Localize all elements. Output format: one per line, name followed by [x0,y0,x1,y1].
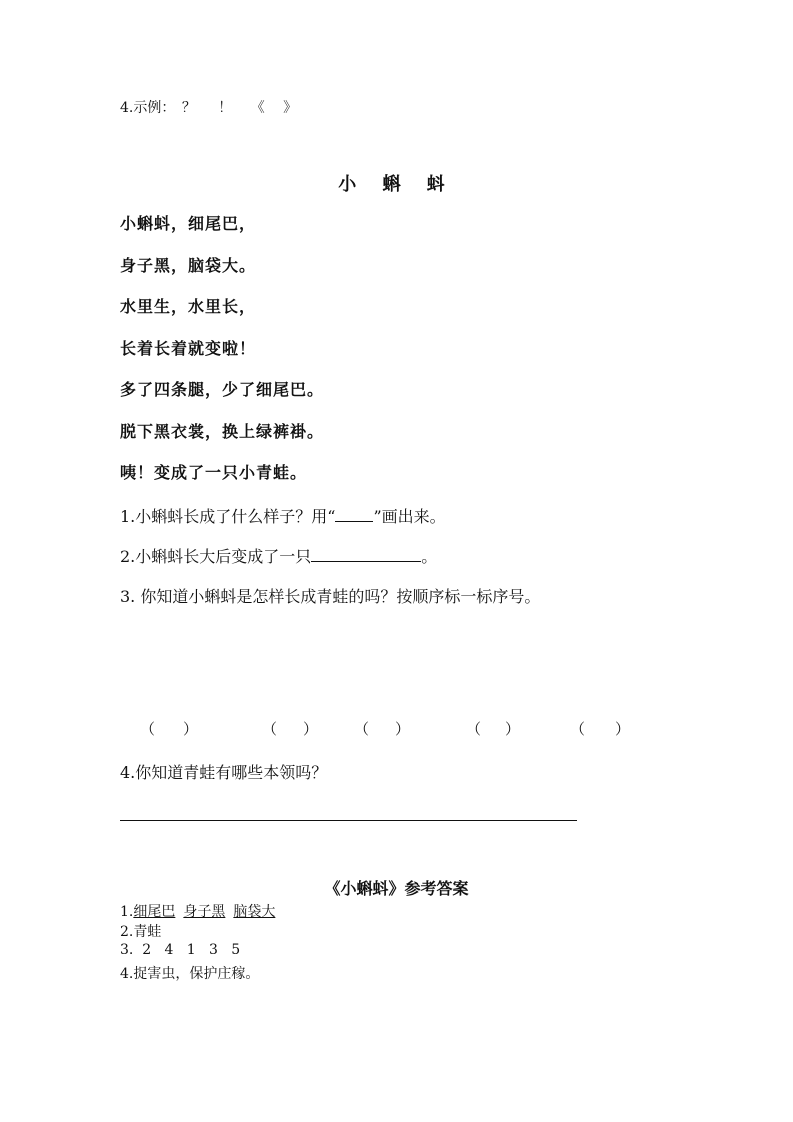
paren-close: ） [303,720,319,738]
answer-1-item: 身子黑 [183,904,226,920]
answer-4: 4.捉害虫，保护庄稼。 [120,966,260,982]
paren-close: ） [615,720,631,738]
poem-line: 水里生，水里长， [120,297,257,316]
answer-1-item: 细尾巴 [133,904,176,920]
fill-blank[interactable] [335,507,373,522]
example-mark: ！ [218,100,233,116]
poem-line: 多了四条腿，少了细尾巴。 [120,380,325,399]
question-2-text: 2.小蝌蚪长大后变成了一只 [120,547,312,566]
order-slot-2[interactable] [262,718,318,739]
poem-line: 身子黑，脑袋大。 [120,256,257,275]
paren-open: （ [140,720,156,738]
answer-1 [120,901,275,921]
fill-blank[interactable] [311,547,421,562]
question-4: 4.你知道青蛙有哪些本领吗？ [120,763,328,782]
answer-line[interactable] [120,820,577,821]
answer-2: 2.青蛙 [120,924,162,940]
paren-close: ） [183,720,199,738]
example-mark: 》 [283,100,298,116]
answer-1-prefix: 1. [120,904,134,920]
poem-line: 长着长着就变啦！ [120,339,257,358]
question-1-text: 1.小蝌蚪长成了什么样子？用“ [120,507,336,526]
paren-open: （ [570,720,586,738]
poem-line: 小蝌蚪，细尾巴， [120,214,257,233]
paren-open: （ [262,720,278,738]
answer-3: 3. 2 4 1 3 5 [120,942,241,958]
paren-open: （ [354,720,370,738]
question-1 [120,504,446,527]
question-2 [120,544,437,567]
order-slot-4[interactable] [466,718,520,739]
answer-1-item: 脑袋大 [233,904,276,920]
question-2-text-end: 。 [421,547,438,566]
example-prefix: 4.示例： [120,100,176,116]
poem-title: 小 蝌 蚪 [338,174,455,195]
order-slot-1[interactable] [140,718,198,739]
paren-open: （ [466,720,482,738]
order-slot-5[interactable] [570,718,630,739]
order-slot-3[interactable] [354,718,410,739]
example-mark: 《 [250,100,265,116]
poem-line: 咦！变成了一只小青蛙。 [120,463,308,482]
paren-close: ） [505,720,521,738]
example-mark: ？ [181,100,196,116]
answers-title: 《小蝌蚪》参考答案 [324,879,469,898]
paren-close: ） [395,720,411,738]
example-line [120,97,297,117]
poem-line: 脱下黑衣裳，换上绿裤褂。 [120,422,325,441]
question-3: 3. 你知道小蝌蚪是怎样长成青蛙的吗？按顺序标一标序号。 [120,587,541,606]
question-1-text-end: ”画出来。 [373,507,446,526]
